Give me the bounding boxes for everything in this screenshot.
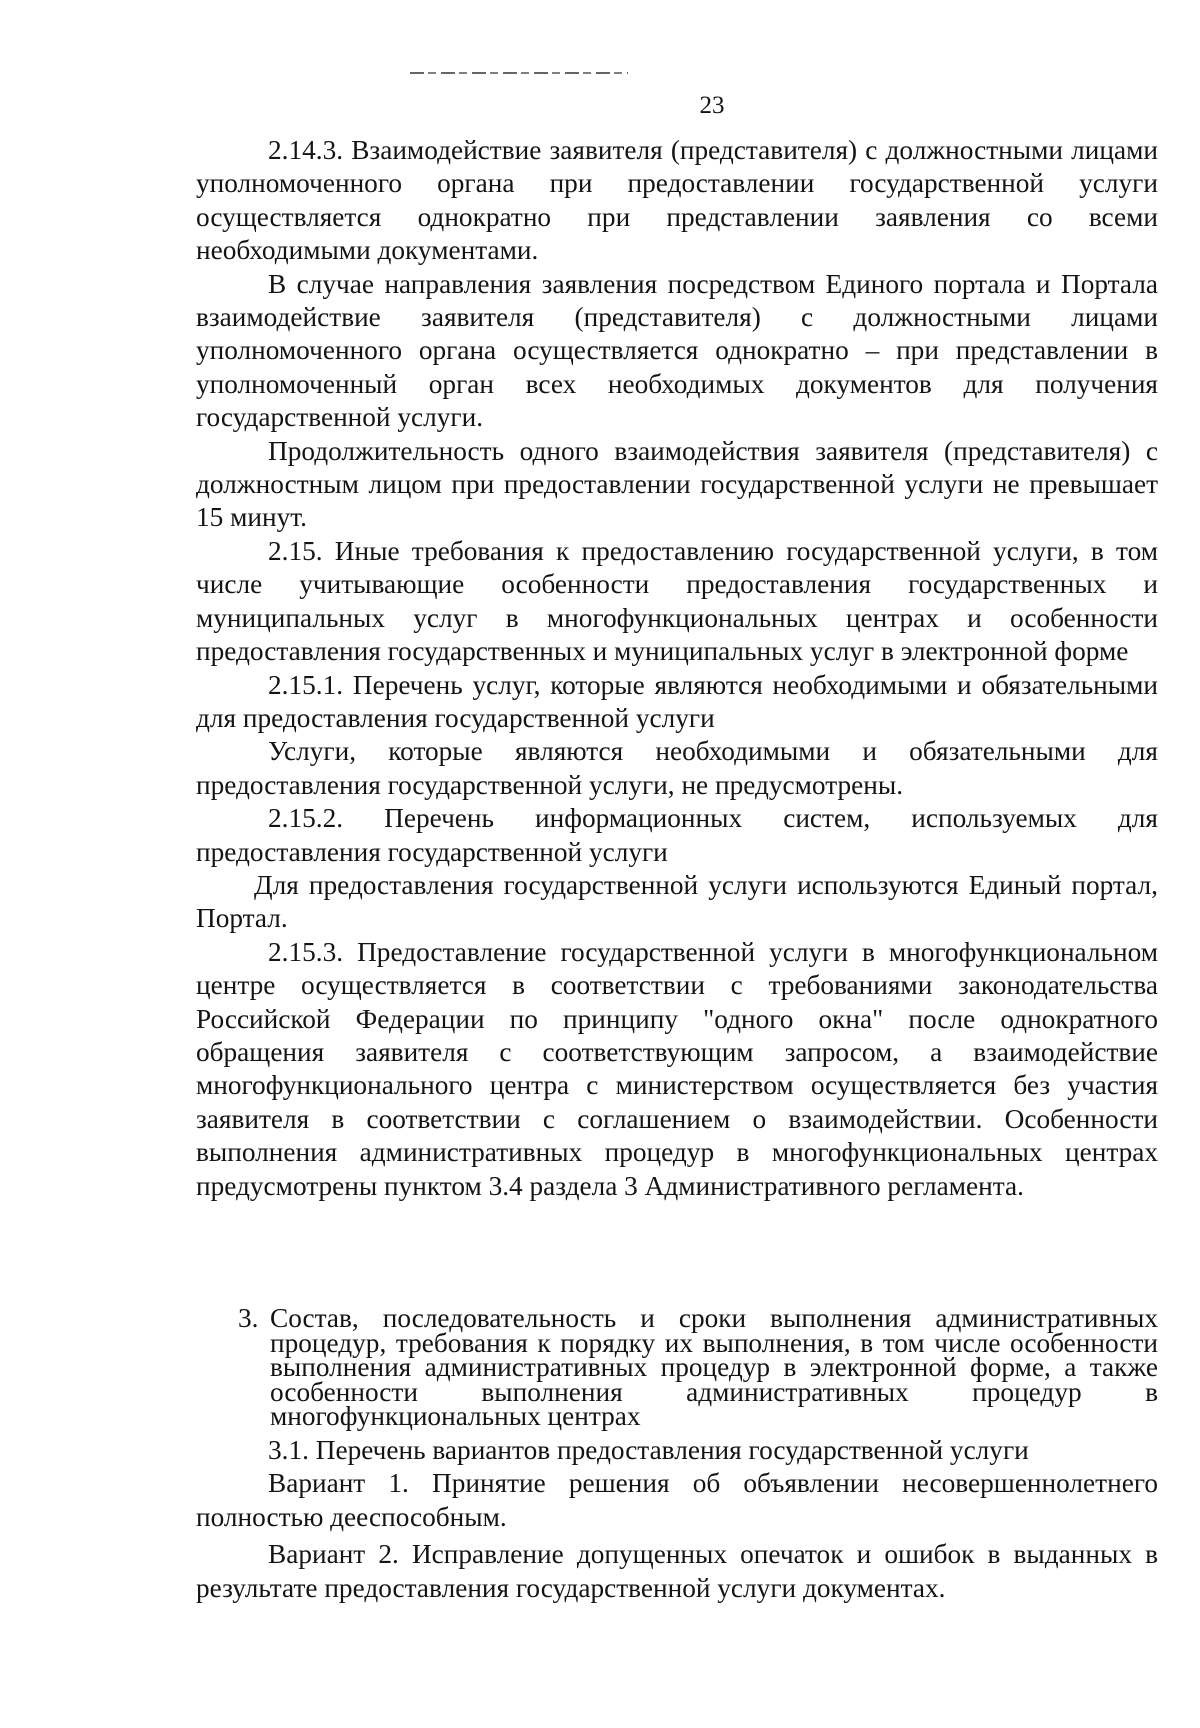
document-body bbox=[196, 134, 1158, 1203]
paragraph-services-not-provided: Услуги, которые являются необходимыми и обязательными для предоставления государственной услуги, не предусмотрены. bbox=[196, 736, 1158, 800]
paragraph-variant-1: Вариант 1. Принятие решения об объявлении несовершеннолетнего полностью дееспособным. bbox=[196, 1468, 1158, 1532]
scan-artifact-line bbox=[410, 72, 628, 74]
section-3-body bbox=[196, 1434, 1158, 1605]
paragraph-2-15: 2.15. Иные требования к предоставлению государственной услуги, в том числе учитывающие особенности предоставления государственных и муниципальных услуг в многофункциональных центрах и особенности предоставления государственных и муниципальных услуг в электронной форме bbox=[196, 535, 1158, 667]
paragraph-2-15-1: 2.15.1. Перечень услуг, которые являются необходимыми и обязательными для предоставления государственной услуги bbox=[196, 669, 1158, 733]
section-3-number: 3. bbox=[238, 1303, 259, 1333]
paragraph-duration: Продолжительность одного взаимодействия заявителя (представителя) с должностным лицом при предоставлении государственной услуги не превышает 15 минут. bbox=[196, 435, 1158, 533]
page-number bbox=[0, 92, 1200, 120]
page-number-text: 23 bbox=[699, 92, 725, 119]
section-3-heading bbox=[238, 1303, 1158, 1431]
paragraph-2-15-2: 2.15.2. Перечень информационных систем, используемых для предоставления государственной услуги bbox=[196, 803, 1158, 867]
paragraph-variant-2: Вариант 2. Исправление допущенных опечаток и ошибок в выданных в результате предоставления государственной услуги документах. bbox=[196, 1539, 1158, 1603]
paragraph-portal-interaction: В случае направления заявления посредством Единого портала и Портала взаимодействие заявителя (представителя) с должностными лицами уполномоченного органа осуществляется однократно – при представлении в уполномоченный орган всех необходимых документов для получения государственной услуги. bbox=[196, 268, 1158, 433]
paragraph-2-15-3: 2.15.3. Предоставление государственной услуги в многофункциональном центре осуществляется в соответствии с требованиями законодательства Российской Федерации по принципу "одного окна" после однократного обращения заявителя с соответствующим запросом, а взаимодействие многофункционального центра с министерством осуществляется без участия заявителя в соответствии с соглашением о взаимодействии. Особенности выполнения административных процедур в многофункциональных центрах предусмотрены пунктом 3.4 раздела 3 Административного регламента. bbox=[196, 936, 1158, 1201]
section-3-title: Состав, последовательность и сроки выполнения административных процедур, требования к порядку их выполнения, в том числе особенности выполнения административных процедур в электронной форме, а также особенности выполнения административных процедур в многофункциональных центрах bbox=[270, 1303, 1158, 1431]
paragraph-systems-used: Для предоставления государственной услуги используются Единый портал, Портал. bbox=[196, 869, 1158, 934]
paragraph-3-1: 3.1. Перечень вариантов предоставления государственной услуги bbox=[268, 1435, 1029, 1465]
paragraph-2-14-3: 2.14.3. Взаимодействие заявителя (представителя) с должностными лицами уполномоченного органа при предоставлении государственной услуги осуществляется однократно при представлении заявления со всеми необходимыми документами. bbox=[196, 135, 1158, 266]
